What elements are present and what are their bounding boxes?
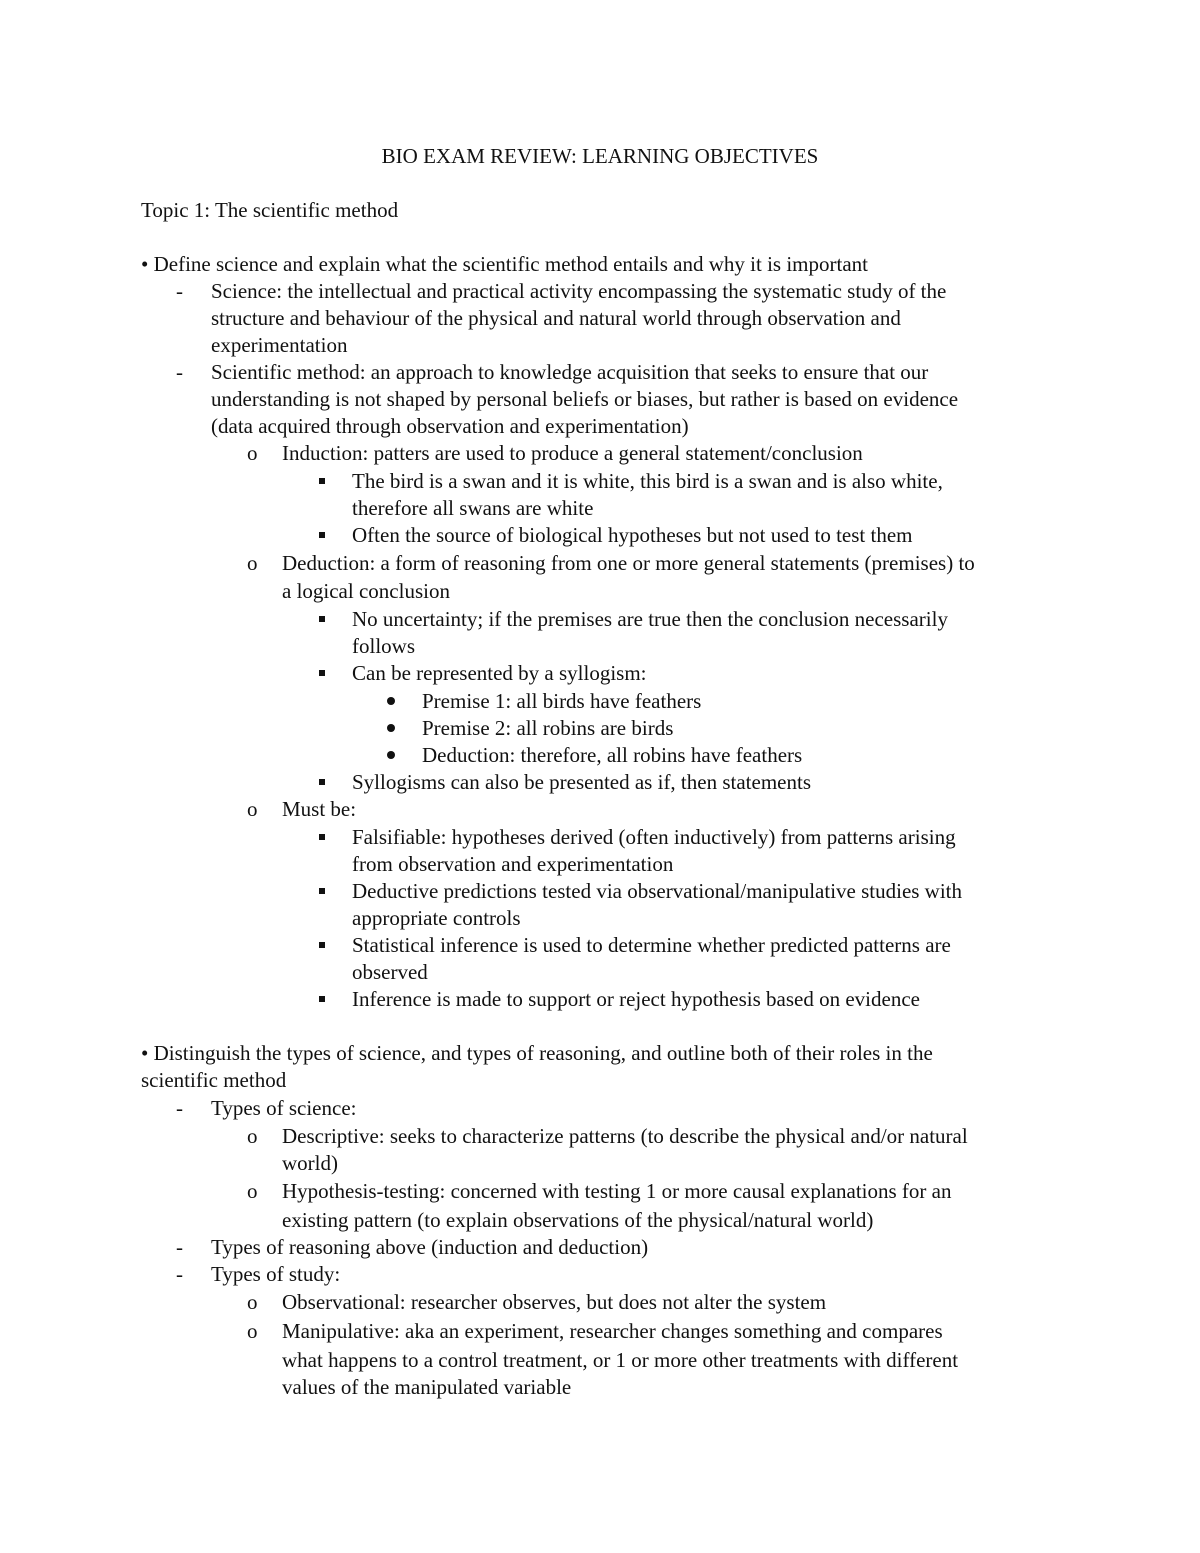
round-bullet-icon bbox=[387, 724, 395, 732]
science-definition-line-1: Science: the intellectual and practical activity encompassing the systematic study of the bbox=[211, 279, 947, 303]
objective-2-heading-line-2: scientific method bbox=[141, 1068, 287, 1092]
circle-bullet-icon: o bbox=[247, 797, 258, 821]
circle-bullet-icon: o bbox=[247, 1124, 258, 1148]
circle-bullet-icon: o bbox=[247, 551, 258, 575]
square-bullet-icon bbox=[319, 532, 325, 538]
square-bullet-icon bbox=[319, 942, 325, 948]
deduction-label-line-1: Deduction: a form of reasoning from one or more general statements (premises) to bbox=[282, 551, 975, 575]
deduction-certainty-line-2: follows bbox=[352, 634, 415, 658]
manipulative-line-3: values of the manipulated variable bbox=[282, 1375, 572, 1399]
square-bullet-icon bbox=[319, 779, 325, 785]
descriptive-line-2: world) bbox=[282, 1151, 338, 1175]
science-definition-line-3: experimentation bbox=[211, 333, 348, 357]
predictions-line-1: Deductive predictions tested via observational/manipulative studies with bbox=[352, 879, 963, 903]
square-bullet-icon bbox=[319, 478, 325, 484]
method-definition-line-1: Scientific method: an approach to knowledge acquisition that seeks to ensure that our bbox=[211, 360, 929, 384]
syllogism-if-then: Syllogisms can also be presented as if, then statements bbox=[352, 770, 811, 794]
circle-bullet-icon: o bbox=[247, 1319, 258, 1343]
circle-bullet-icon: o bbox=[247, 441, 258, 465]
induction-source: Often the source of biological hypotheses but not used to test them bbox=[352, 523, 913, 547]
topic-heading: Topic 1: The scientific method bbox=[141, 198, 399, 222]
manipulative-line-2: what happens to a control treatment, or 1 or more other treatments with different bbox=[282, 1348, 959, 1372]
objective-1-heading: • Define science and explain what the scientific method entails and why it is important bbox=[141, 252, 868, 276]
hypothesis-testing-line-1: Hypothesis-testing: concerned with testing 1 or more causal explanations for an bbox=[282, 1179, 952, 1203]
dash-icon: - bbox=[176, 1262, 183, 1286]
dash-icon: - bbox=[176, 279, 183, 303]
method-definition-line-3: (data acquired through observation and experimentation) bbox=[211, 414, 689, 438]
induction-label: Induction: patters are used to produce a general statement/conclusion bbox=[282, 441, 863, 465]
bullet-icon: • bbox=[141, 1041, 149, 1065]
deduction-label-line-2: a logical conclusion bbox=[282, 579, 450, 603]
predictions-line-2: appropriate controls bbox=[352, 906, 521, 930]
induction-example-line-2: therefore all swans are white bbox=[352, 496, 594, 520]
dash-icon: - bbox=[176, 360, 183, 384]
premise-1: Premise 1: all birds have feathers bbox=[422, 689, 702, 713]
falsifiable-line-1: Falsifiable: hypotheses derived (often inductively) from patterns arising bbox=[352, 825, 956, 849]
premise-2: Premise 2: all robins are birds bbox=[422, 716, 674, 740]
method-definition-line-2: understanding is not shaped by personal beliefs or biases, but rather is based on evidence bbox=[211, 387, 959, 411]
round-bullet-icon bbox=[387, 697, 395, 705]
square-bullet-icon bbox=[319, 834, 325, 840]
observational-line: Observational: researcher observes, but does not alter the system bbox=[282, 1290, 827, 1314]
types-of-study-label: Types of study: bbox=[211, 1262, 341, 1286]
square-bullet-icon bbox=[319, 996, 325, 1002]
square-bullet-icon bbox=[319, 670, 325, 676]
science-definition-line-2: structure and behaviour of the physical and natural world through observation and bbox=[211, 306, 901, 330]
statistics-line-2: observed bbox=[352, 960, 428, 984]
dash-icon: - bbox=[176, 1096, 183, 1120]
circle-bullet-icon: o bbox=[247, 1290, 258, 1314]
inference-line: Inference is made to support or reject hypothesis based on evidence bbox=[352, 987, 920, 1011]
objective-2-heading-line-1: • Distinguish the types of science, and types of reasoning, and outline both of their roles in the bbox=[141, 1041, 933, 1065]
induction-example-line-1: The bird is a swan and it is white, this bird is a swan and is also white, bbox=[352, 469, 943, 493]
types-of-reasoning-line: Types of reasoning above (induction and deduction) bbox=[211, 1235, 649, 1259]
hypothesis-testing-line-2: existing pattern (to explain observations of the physical/natural world) bbox=[282, 1208, 874, 1232]
round-bullet-icon bbox=[387, 751, 395, 759]
circle-bullet-icon: o bbox=[247, 1179, 258, 1203]
document-title: BIO EXAM REVIEW: LEARNING OBJECTIVES bbox=[381, 144, 819, 168]
square-bullet-icon bbox=[319, 888, 325, 894]
falsifiable-line-2: from observation and experimentation bbox=[352, 852, 674, 876]
syllogism-label: Can be represented by a syllogism: bbox=[352, 661, 647, 685]
square-bullet-icon bbox=[319, 616, 325, 622]
must-be-label: Must be: bbox=[282, 797, 357, 821]
dash-icon: - bbox=[176, 1235, 183, 1259]
bullet-icon: • bbox=[141, 252, 149, 276]
statistics-line-1: Statistical inference is used to determine whether predicted patterns are bbox=[352, 933, 951, 957]
syllogism-conclusion: Deduction: therefore, all robins have feathers bbox=[422, 743, 803, 767]
deduction-certainty-line-1: No uncertainty; if the premises are true then the conclusion necessarily bbox=[352, 607, 948, 631]
manipulative-line-1: Manipulative: aka an experiment, researcher changes something and compares bbox=[282, 1319, 943, 1343]
types-of-science-label: Types of science: bbox=[211, 1096, 357, 1120]
descriptive-line-1: Descriptive: seeks to characterize patterns (to describe the physical and/or natural bbox=[282, 1124, 968, 1148]
